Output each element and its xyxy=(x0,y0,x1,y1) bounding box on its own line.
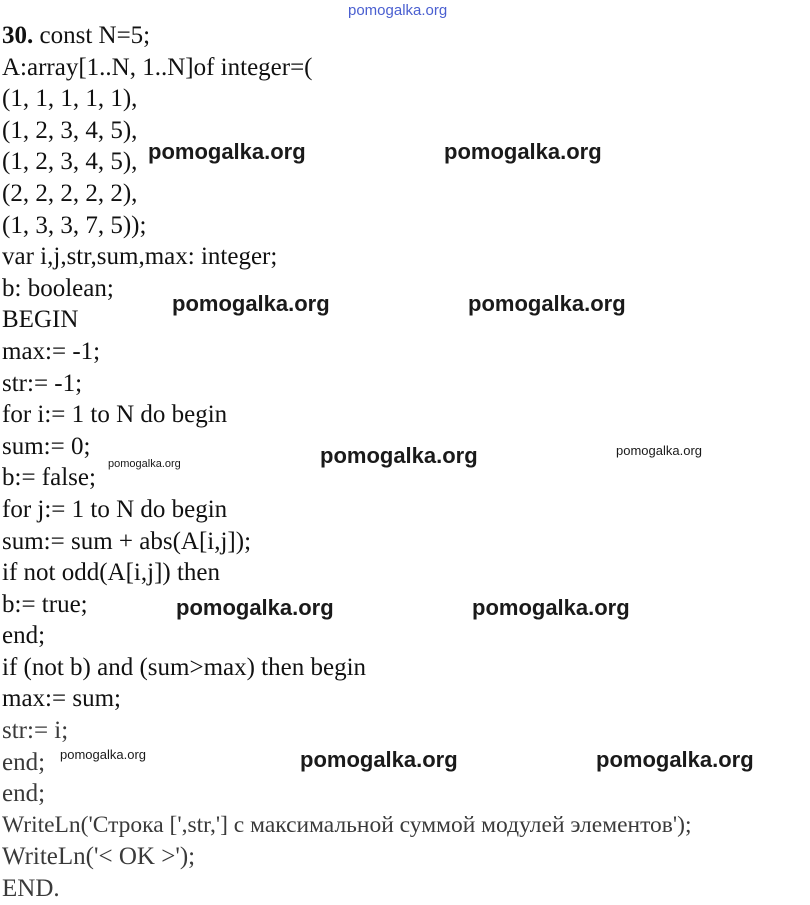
code-line: sum:= 0; xyxy=(2,432,91,460)
code-line: if (not b) and (sum>max) then begin xyxy=(2,653,367,681)
code-line: (1, 2, 3, 4, 5), xyxy=(2,148,138,176)
header-watermark: pomogalka.org xyxy=(348,2,448,19)
code-line: b:= false; xyxy=(2,464,96,492)
code-line: (1, 1, 1, 1, 1), xyxy=(2,85,138,113)
code-line: var i,j,str,sum,max: integer; xyxy=(2,243,278,271)
code-line: WriteLn('< OK >'); xyxy=(2,843,196,871)
code-line: (1, 2, 3, 4, 5), xyxy=(2,116,138,144)
watermark: pomogalka.org xyxy=(176,595,334,620)
code-line: str:= -1; xyxy=(2,369,83,397)
code-line: if not odd(A[i,j]) then xyxy=(2,559,221,587)
watermark: pomogalka.org xyxy=(596,747,754,772)
problem-number: 30. xyxy=(2,22,34,49)
watermark: pomogalka.org xyxy=(148,139,306,164)
watermark: pomogalka.org xyxy=(60,747,146,762)
watermark: pomogalka.org xyxy=(300,747,458,772)
code-line xyxy=(2,20,692,52)
code-line: A:array[1..N, 1..N]of integer=( xyxy=(2,53,313,81)
code-line: WriteLn('Строка [',str,'] с максимальной суммой модулей элементов'); xyxy=(2,811,692,838)
code-line: b:= true; xyxy=(2,590,88,618)
code-line: end; xyxy=(2,748,46,776)
watermark: pomogalka.org xyxy=(172,291,330,316)
watermark: pomogalka.org xyxy=(108,458,181,470)
watermark: pomogalka.org xyxy=(320,443,478,468)
watermark: pomogalka.org xyxy=(472,595,630,620)
code-text: const N=5; xyxy=(33,22,151,49)
watermark: pomogalka.org xyxy=(468,291,626,316)
code-line: end; xyxy=(2,622,46,650)
code-line: sum:= sum + abs(A[i,j]); xyxy=(2,527,252,555)
code-line: max:= sum; xyxy=(2,685,121,713)
code-line: str:= i; xyxy=(2,717,69,745)
code-line: for i:= 1 to N do begin xyxy=(2,401,228,429)
watermark: pomogalka.org xyxy=(616,443,702,458)
code-line: END. xyxy=(2,875,60,903)
code-line: BEGIN xyxy=(2,306,79,334)
code-line: (2, 2, 2, 2, 2), xyxy=(2,179,138,207)
code-line: for j:= 1 to N do begin xyxy=(2,495,228,523)
code-line: max:= -1; xyxy=(2,337,101,365)
code-line: b: boolean; xyxy=(2,274,114,302)
code-line: (1, 3, 3, 7, 5)); xyxy=(2,211,147,239)
code-line: end; xyxy=(2,780,46,808)
watermark: pomogalka.org xyxy=(444,139,602,164)
